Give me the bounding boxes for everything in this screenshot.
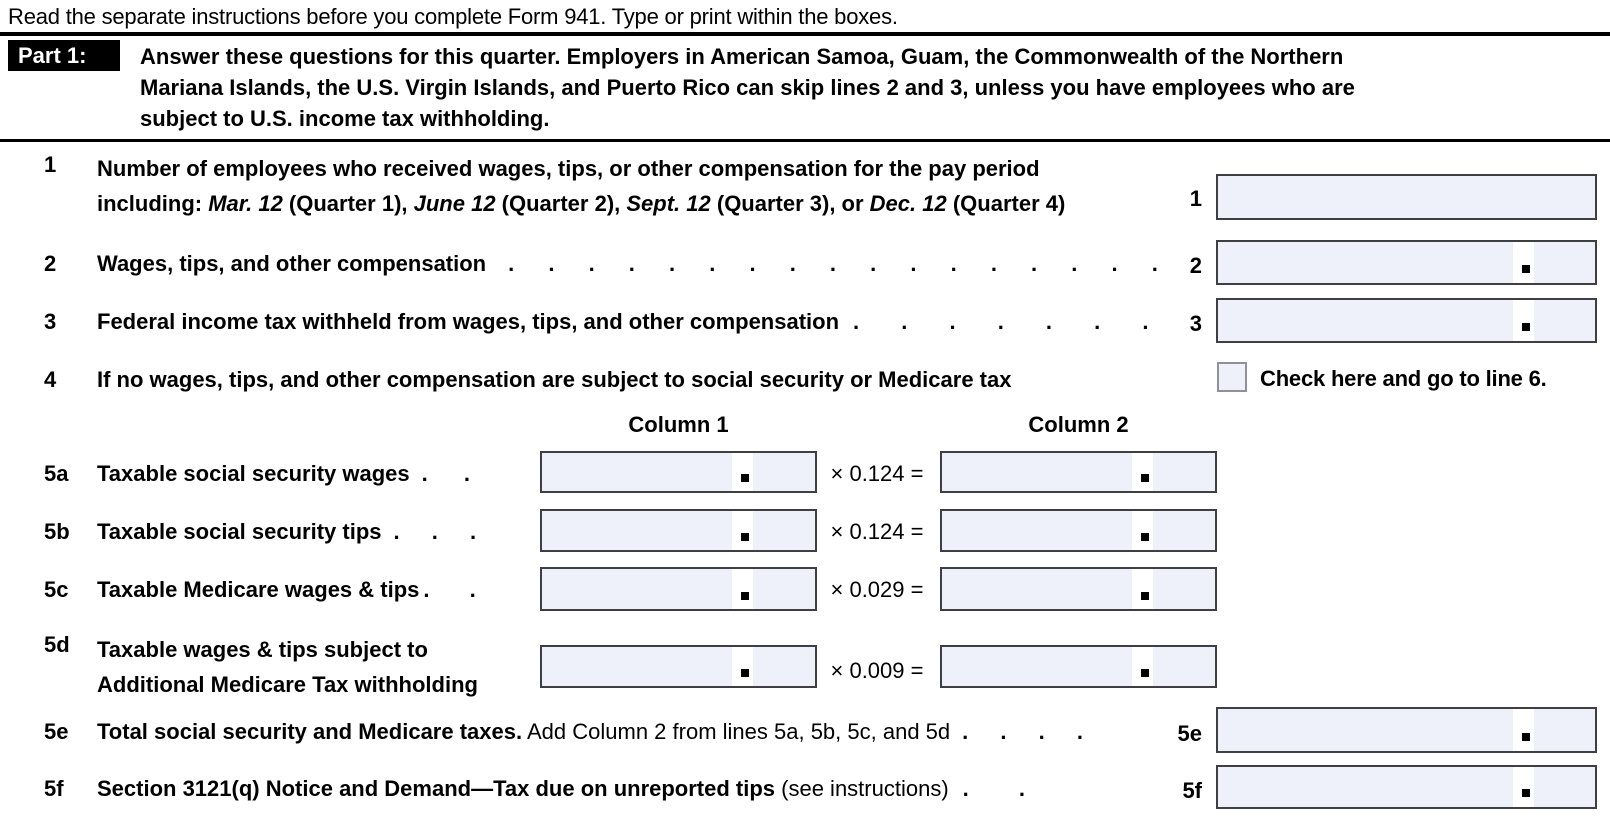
line1-q1-date: Mar. 12 [208, 191, 283, 216]
part1-heading-line3: subject to U.S. income tax withholding. [140, 106, 550, 131]
line5e-box-number: 5e [1177, 721, 1202, 746]
line3-dot-leader: . . . . . . . [853, 309, 1149, 334]
line4-checkbox-label: Check here and go to line 6. [1260, 366, 1547, 391]
cents-divider [732, 569, 753, 609]
line5f-label-rest: (see instructions) [775, 776, 949, 801]
line1-q4-date: Dec. 12 [869, 191, 947, 216]
line1-employees-field[interactable] [1216, 174, 1597, 220]
line5d-number: 5d [44, 632, 70, 657]
decimal-dot [1522, 733, 1530, 741]
line5d-column1-field[interactable] [540, 645, 817, 688]
cents-divider [1132, 511, 1153, 550]
line5c-label [97, 577, 476, 603]
line1-q2-rest: (Quarter 2), [495, 191, 627, 216]
line2-number: 2 [44, 251, 57, 276]
line5a-column2-field[interactable] [940, 451, 1217, 493]
line1-label-including: including: [97, 191, 209, 216]
decimal-dot [1141, 474, 1149, 482]
decimal-dot [1522, 323, 1530, 331]
line1-q4-rest: (Quarter 4) [946, 191, 1066, 216]
line5a-label-text: Taxable social security wages [97, 461, 410, 486]
line5f-box-number: 5f [1182, 778, 1202, 803]
decimal-dot [741, 474, 749, 482]
part1-divider [0, 139, 1610, 142]
cents-divider [1513, 242, 1534, 283]
line5a-multiplier: × 0.124 = [830, 461, 924, 486]
decimal-dot [1141, 669, 1149, 677]
part1-heading-line2: Mariana Islands, the U.S. Virgin Islands, and Puerto Rico can skip lines 2 and 3, unless you have employees who are [140, 75, 1355, 100]
line5b-label [97, 519, 476, 545]
line5d-label-line1: Taxable wages & tips subject to [97, 637, 428, 662]
line5f-number: 5f [44, 776, 64, 801]
decimal-dot [1141, 533, 1149, 541]
cents-divider [1513, 300, 1534, 341]
line5c-number: 5c [44, 577, 69, 602]
line5e-label-bold: Total social security and Medicare taxes. [97, 719, 523, 744]
line5e-label-rest: Add Column 2 from lines 5a, 5b, 5c, and 5d [522, 719, 951, 744]
line5e-label [97, 719, 1083, 745]
decimal-dot [741, 592, 749, 600]
line5f-dot-leader: . . [962, 776, 1025, 801]
line5e-dot-leader: . . . . [962, 719, 1083, 744]
decimal-dot [1522, 265, 1530, 273]
line5d-column2-field[interactable] [940, 645, 1217, 688]
part1-label: Part 1: [8, 40, 120, 71]
line5e-number: 5e [44, 719, 69, 744]
line5c-label-text: Taxable Medicare wages & tips [97, 577, 420, 602]
line5f-label-bold: Section 3121(q) Notice and Demand—Tax due on unreported tips [97, 776, 776, 801]
line2-dot-leader: . . . . . . . . . . . . . . . . . [508, 251, 1158, 276]
line5c-multiplier: × 0.029 = [830, 577, 924, 602]
cents-divider [1132, 647, 1153, 686]
line5e-total-field[interactable] [1216, 707, 1597, 753]
line3-label-text: Federal income tax withheld from wages, tips, and other compensation [97, 309, 840, 334]
decimal-dot [741, 533, 749, 541]
top-divider [0, 32, 1610, 36]
cents-divider [1132, 569, 1153, 609]
line2-wages-field[interactable] [1216, 240, 1597, 285]
line1-q1-rest: (Quarter 1), [282, 191, 414, 216]
cents-divider [1132, 453, 1153, 491]
line1-box-number: 1 [1189, 186, 1202, 211]
cents-divider [1513, 709, 1534, 751]
cents-divider [732, 511, 753, 550]
line3-box-number: 3 [1189, 311, 1202, 336]
line5b-column1-field[interactable] [540, 509, 817, 552]
line5d-label-line2: Additional Medicare Tax withholding [97, 672, 478, 697]
column1-header: Column 1 [628, 412, 729, 437]
line5a-dot-leader: . . [421, 461, 470, 486]
line5b-label-text: Taxable social security tips [97, 519, 382, 544]
line5c-column1-field[interactable] [540, 567, 817, 611]
line2-label-text: Wages, tips, and other compensation [97, 251, 487, 276]
line2-label [97, 251, 1158, 277]
cents-divider [732, 647, 753, 686]
line1-q2-date: June 12 [413, 191, 496, 216]
line5c-column2-field[interactable] [940, 567, 1217, 611]
line1-label [97, 151, 1157, 221]
line5d-multiplier: × 0.009 = [830, 658, 924, 683]
part1-heading-line1: Answer these questions for this quarter. Employers in American Samoa, Guam, the Commonwealth of the Northern [140, 44, 1344, 69]
line1-number: 1 [44, 152, 57, 177]
decimal-dot [1522, 789, 1530, 797]
top-instruction: Read the separate instructions before you complete Form 941. Type or print within the boxes. [8, 4, 898, 29]
line3-withheld-field[interactable] [1216, 298, 1597, 343]
line5f-section3121q-field[interactable] [1216, 765, 1597, 809]
column2-header: Column 2 [1028, 412, 1129, 437]
line5b-column2-field[interactable] [940, 509, 1217, 552]
cents-divider [732, 453, 753, 491]
line4-number: 4 [44, 367, 57, 392]
decimal-dot [1141, 592, 1149, 600]
line5a-column1-field[interactable] [540, 451, 817, 493]
line5d-label [97, 632, 478, 702]
decimal-dot [741, 669, 749, 677]
line5c-dot-leader: . . [423, 577, 476, 602]
line1-q3-rest: (Quarter 3), or [710, 191, 870, 216]
line3-number: 3 [44, 309, 57, 334]
part1-heading [140, 41, 1565, 134]
line5b-number: 5b [44, 519, 70, 544]
line5a-label [97, 461, 470, 487]
line1-q3-date: Sept. 12 [626, 191, 711, 216]
line4-checkbox[interactable] [1217, 362, 1247, 392]
line1-label-part1: Number of employees who received wages, tips, or other compensation for the pay period [97, 156, 1040, 181]
line5f-label [97, 776, 1025, 802]
line5b-dot-leader: . . . [393, 519, 477, 544]
line2-box-number: 2 [1189, 253, 1202, 278]
cents-divider [1513, 767, 1534, 807]
line4-label: If no wages, tips, and other compensation are subject to social security or Medicare tax [97, 367, 1012, 392]
line3-label [97, 309, 1149, 335]
line5b-multiplier: × 0.124 = [830, 519, 924, 544]
line5a-number: 5a [44, 461, 69, 486]
